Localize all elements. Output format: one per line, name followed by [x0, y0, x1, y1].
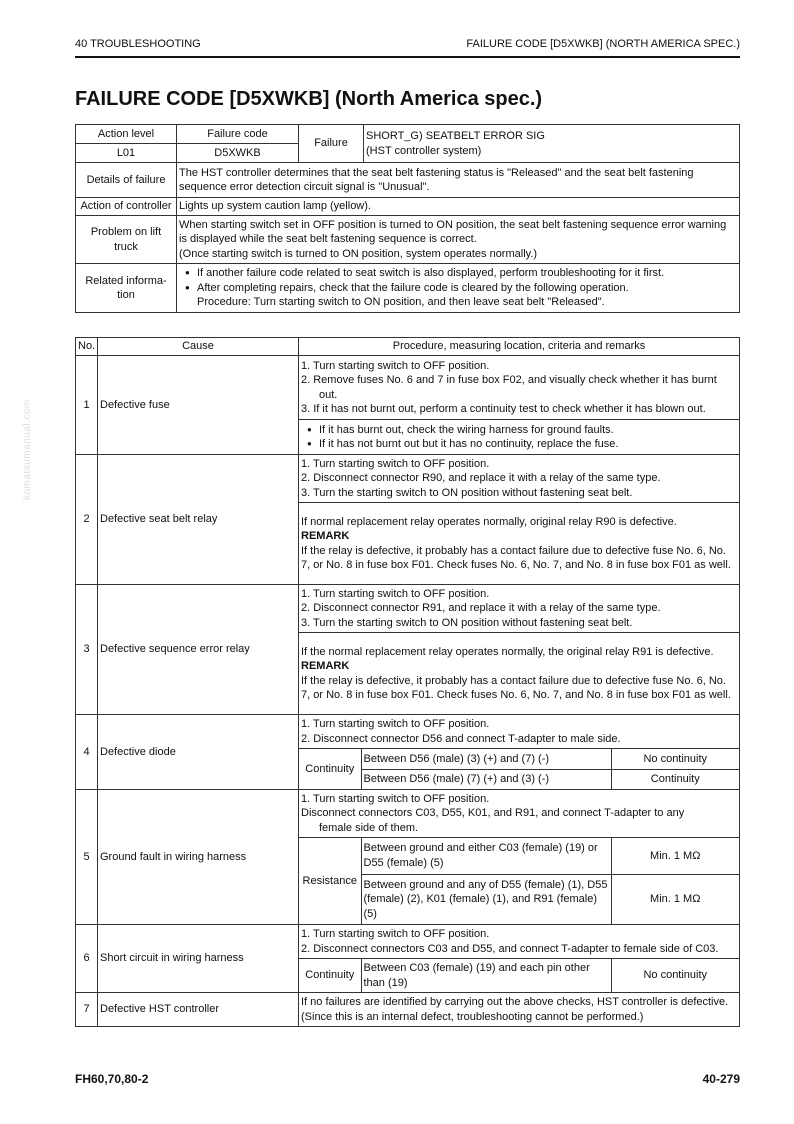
note: If normal replacement relay operates normally, original relay R90 is defective. — [301, 515, 677, 528]
footer-model: FH60,70,80-2 — [75, 1072, 149, 1086]
table-row — [76, 715, 740, 749]
measurement-cell — [299, 749, 740, 790]
remark-text: If the relay is defective, it probably has a contact failure due to defective fuse No. 6, No. 7, or No. 8 in fuse box F01. Check fuses No. 6, No. 7, and No. 8 in fuse box F01 as well. — [301, 674, 731, 701]
related-item: ● If another failure code related to seat switch is also displayed, perform troubleshooting for it first. — [179, 266, 737, 281]
step: 2. Remove fuses No. 6 and 7 in fuse box F02, and visually check whether it has burnt out. — [301, 374, 717, 401]
meas-between: Between D56 (male) (3) (+) and (7) (-) — [361, 749, 611, 769]
step: 2. Disconnect connectors C03 and D55, and connect T-adapter to female side of C03. — [301, 942, 719, 955]
remark-text: If the relay is defective, it probably has a contact failure due to defective fuse No. 6, No. 7, or No. 8 in fuse box F01. Check fuses No. 6, No. 7, and No. 8 in fuse box F01 as well. — [301, 544, 731, 571]
row-no: 6 — [76, 925, 98, 993]
details-label: Details of failure — [76, 163, 177, 198]
header-chapter-title: FAILURE CODE [D5XWKB] (NORTH AMERICA SPEC.) — [466, 38, 740, 50]
measurement-cell — [299, 959, 740, 993]
failure-label: Failure — [299, 125, 364, 163]
problem-text — [177, 216, 740, 264]
measurement-cell — [299, 838, 740, 925]
action-level-label: Action level — [76, 125, 177, 144]
meas-value: Min. 1 MΩ — [611, 874, 739, 924]
row-cause: Short circuit in wiring harness — [98, 925, 299, 993]
page-header — [75, 36, 740, 58]
step-continued: female side of them. — [319, 821, 419, 834]
row-notes — [299, 633, 740, 715]
row-bullets — [299, 420, 740, 455]
row-no: 1 — [76, 356, 98, 455]
meas-label: Resistance — [299, 838, 361, 924]
col-no-header: No. — [76, 338, 98, 356]
meas-value: Continuity — [611, 769, 739, 789]
row-steps — [299, 790, 740, 838]
step: 1. Turn starting switch to OFF position. — [301, 587, 490, 600]
failure-description — [364, 125, 740, 163]
row-steps — [299, 455, 740, 503]
row-cause: Defective HST controller — [98, 993, 299, 1027]
step: Disconnect connectors C03, D55, K01, and R91, and connect T-adapter to any — [301, 807, 685, 820]
related-procedure: Procedure: Turn starting switch to ON position, and then leave seat belt "Released". — [197, 296, 605, 309]
row-cause: Defective diode — [98, 715, 299, 790]
row-no: 3 — [76, 585, 98, 715]
step: 3. Turn the starting switch to ON position without fastening seat belt. — [301, 616, 633, 629]
action-level-value: L01 — [76, 144, 177, 163]
failure-desc-line-1: SHORT_G) SEATBELT ERROR SIG — [366, 130, 545, 142]
related-item: ● After completing repairs, check that the failure code is cleared by the following operation. — [179, 281, 737, 296]
measurement-table — [299, 959, 739, 992]
measurement-table — [299, 749, 739, 789]
step: 1. Turn starting switch to OFF position. — [301, 928, 490, 940]
page-title: FAILURE CODE [D5XWKB] (North America spec.) — [75, 88, 543, 110]
problem-label: Problem on lift truck — [76, 216, 177, 264]
row-text: If no failures are identified by carrying out the above checks, HST controller is defective. (Since this is an internal defect, troubleshooting cannot be performed.) — [299, 993, 740, 1027]
table-row — [76, 455, 740, 503]
step: 1. Turn starting switch to OFF position. — [301, 457, 490, 470]
col-cause-header: Cause — [98, 338, 299, 356]
col-procedure-header: Procedure, measuring location, criteria and remarks — [299, 338, 740, 356]
row-steps — [299, 715, 740, 749]
step: 2. Disconnect connector D56 and connect T-adapter to male side. — [301, 732, 621, 745]
remark-label: REMARK — [301, 530, 350, 542]
failure-info-table — [75, 124, 740, 313]
meas-between: Between ground and any of D55 (female) (1), D55 (female) (2), K01 (female) (1), and R91 (female) (5) — [361, 874, 611, 924]
step: 2. Disconnect connector R91, and replace it with a relay of the same type. — [301, 602, 661, 615]
step: 1. Turn starting switch to OFF position. — [301, 792, 490, 805]
row-steps — [299, 585, 740, 633]
step: 1. Turn starting switch to OFF position. — [301, 359, 490, 372]
step: 3. Turn the starting switch to ON position without fastening seat belt. — [301, 486, 633, 499]
row-cause: Defective sequence error relay — [98, 585, 299, 715]
problem-line-1: When starting switch set in OFF position is turned to ON position, the seat belt fastening sequence error warning is displayed while the seat belt fastening sequence is correct. — [179, 218, 727, 246]
table-row — [76, 925, 740, 959]
causes-table — [75, 337, 740, 1027]
problem-line-2: (Once starting switch is turned to ON position, system operates normally.) — [179, 247, 538, 260]
step: 2. Disconnect connector R90, and replace it with a relay of the same type. — [301, 472, 661, 485]
details-text: The HST controller determines that the seat belt fastening status is "Released" and the seat belt fastening sequence error detection circuit signal is "Unusual". — [177, 163, 740, 198]
bullet: ● If it has burnt out, check the wiring harness for ground faults. — [301, 423, 737, 438]
row-no: 7 — [76, 993, 98, 1027]
meas-label: Continuity — [299, 959, 361, 992]
meas-label: Continuity — [299, 749, 361, 789]
meas-between: Between C03 (female) (19) and each pin other than (19) — [361, 959, 611, 992]
watermark: komatsumanual.com — [22, 399, 33, 500]
row-steps — [299, 925, 740, 959]
meas-value: No continuity — [611, 959, 739, 992]
table-row — [76, 356, 740, 420]
meas-value: Min. 1 MΩ — [611, 838, 739, 874]
step: 1. Turn starting switch to OFF position. — [301, 718, 490, 730]
note: If the normal replacement relay operates normally, the original relay R91 is defective. — [301, 645, 714, 658]
table-row — [76, 585, 740, 633]
row-no: 2 — [76, 455, 98, 585]
failure-code-label: Failure code — [177, 125, 299, 144]
row-cause: Defective fuse — [98, 356, 299, 455]
row-cause: Defective seat belt relay — [98, 455, 299, 585]
meas-between: Between ground and either C03 (female) (19) or D55 (female) (5) — [361, 838, 611, 874]
row-cause: Ground fault in wiring harness — [98, 790, 299, 925]
header-section: 40 TROUBLESHOOTING — [75, 38, 201, 50]
failure-code-value: D5XWKB — [177, 144, 299, 163]
row-steps — [299, 356, 740, 420]
bullet: ● If it has not burnt out but it has no continuity, replace the fuse. — [301, 437, 737, 452]
related-text — [177, 264, 740, 313]
row-no: 5 — [76, 790, 98, 925]
remark-label: REMARK — [301, 660, 350, 672]
row-no: 4 — [76, 715, 98, 790]
meas-between: Between D56 (male) (7) (+) and (3) (-) — [361, 769, 611, 789]
step: 3. If it has not burnt out, perform a continuity test to check whether it has blown out. — [301, 403, 706, 415]
footer-page-number: 40-279 — [702, 1072, 740, 1086]
failure-desc-line-2: (HST controller system) — [366, 144, 482, 157]
table-row — [76, 993, 740, 1027]
table-row — [76, 790, 740, 838]
action-label: Action of controller — [76, 198, 177, 216]
row-notes — [299, 503, 740, 585]
related-label: Related informa- tion — [76, 264, 177, 313]
meas-value: No continuity — [611, 749, 739, 769]
action-text: Lights up system caution lamp (yellow). — [177, 198, 740, 216]
measurement-table — [299, 838, 739, 924]
